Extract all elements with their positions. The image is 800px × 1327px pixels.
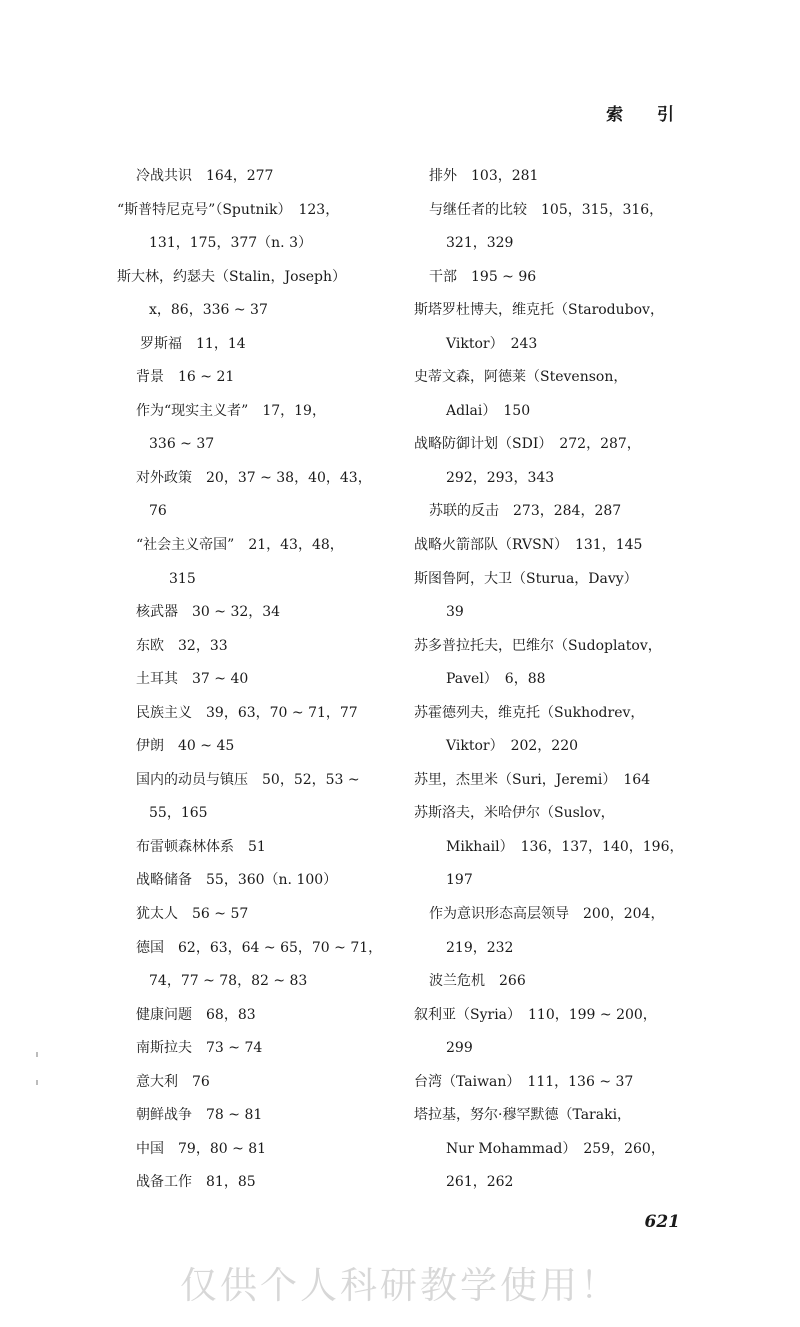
index-entry-line: 苏里，杰里米（Suri，Jeremi） 164	[414, 771, 651, 788]
index-entry-line: 南斯拉夫 73 ~ 74	[136, 1040, 263, 1057]
index-entry-line: Adlai） 150	[446, 402, 531, 419]
index-entry-line: Viktor） 202，220	[446, 738, 579, 755]
index-entry-line: “斯普特尼克号”（Sputnik） 123，	[117, 201, 340, 218]
index-entry-line: 39	[446, 604, 464, 621]
index-entry-line: 336 ~ 37	[149, 436, 215, 453]
index-entry-line: 罗斯福 11，14	[140, 335, 246, 352]
index-entry-line: 民族主义 39，63，70 ~ 71，77	[136, 704, 358, 721]
page-header: 索 引	[606, 105, 688, 125]
index-entry-line: 战略防御计划（SDI） 272，287，	[414, 436, 641, 453]
index-entry-line: 冷战共识 164，277	[136, 168, 274, 184]
scan-mark	[36, 1080, 38, 1085]
index-entry-line: Mikhail） 136，137，140，196，	[446, 838, 684, 855]
index-entry-line: 219，232	[446, 939, 514, 956]
index-entry-line: 干部 195 ~ 96	[429, 268, 537, 285]
index-entry-line: 苏霍德列夫，维克托（Sukhodrev，	[414, 704, 645, 721]
scan-mark	[36, 1052, 38, 1057]
index-entry-line: 土耳其 37 ~ 40	[136, 671, 249, 688]
index-entry-line: 台湾（Taiwan） 111，136 ~ 37	[414, 1073, 634, 1090]
index-entry-line: 叙利亚（Syria） 110，199 ~ 200，	[414, 1006, 657, 1023]
index-entry-line: 321，329	[446, 235, 514, 252]
index-entry-line: 261，262	[446, 1174, 514, 1191]
index-entry-line: 布雷顿森林体系 51	[136, 838, 266, 855]
index-entry-line: 292，293，343	[446, 469, 555, 486]
index-entry-line: 76	[149, 503, 167, 520]
page-number: 621	[644, 1212, 680, 1232]
index-entry-line: 斯图鲁阿，大卫（Sturua，Davy）	[414, 570, 638, 587]
index-entry-line: 波兰危机 266	[429, 973, 526, 990]
index-entry-line: 斯塔罗杜博夫，维克托（Starodubov，	[414, 302, 664, 319]
index-entry-line: 作为“现实主义者” 17，19，	[136, 402, 326, 419]
index-entry-line: 意大利 76	[136, 1073, 210, 1090]
index-entry-line: 苏斯洛夫，米哈伊尔（Suslov，	[414, 805, 615, 822]
index-entry-line: 国内的动员与镇压 50，52，53 ~	[136, 771, 360, 788]
index-entry-line: 74，77 ~ 78，82 ~ 83	[149, 973, 308, 990]
index-entry-line: 299	[446, 1040, 473, 1057]
index-entry-line: 犹太人 56 ~ 57	[136, 906, 249, 923]
index-entry-line: 131，175，377（n. 3）	[149, 235, 312, 252]
index-entry-line: 史蒂文森，阿德莱（Stevenson，	[414, 369, 628, 386]
index-entry-line: 塔拉基，努尔·穆罕默德（Taraki，	[414, 1107, 632, 1124]
index-entry-line: Pavel） 6，88	[446, 671, 546, 688]
index-entry-line: Nur Mohammad） 259，260，	[446, 1140, 665, 1157]
index-entry-line: 315	[169, 570, 196, 587]
index-entry-line: 197	[446, 872, 473, 889]
index-column-right	[414, 160, 686, 1200]
index-column-left	[117, 160, 392, 1200]
index-entry-line: 与继任者的比较 105，315，316，	[429, 201, 664, 218]
index-entry-line: Viktor） 243	[446, 335, 538, 352]
index-entry-line: 战略火箭部队（RVSN） 131，145	[414, 537, 643, 554]
index-entry-line: 苏多普拉托夫，巴维尔（Sudoplatov，	[414, 637, 662, 654]
index-entry-line: 斯大林，约瑟夫（Stalin，Joseph）	[117, 268, 347, 285]
index-entry-line: 55，165	[149, 805, 208, 822]
index-entry-line: 伊朗 40 ~ 45	[136, 738, 235, 755]
index-entry-line: 苏联的反击 273，284，287	[429, 503, 622, 520]
index-entry-line: 核武器 30 ~ 32，34	[136, 604, 281, 621]
index-entry-line: 德国 62，63，64 ~ 65，70 ~ 71，	[136, 939, 383, 956]
index-entry-line: “社会主义帝国” 21，43，48，	[136, 537, 344, 554]
index-entry-line: 背景 16 ~ 21	[136, 369, 235, 386]
index-entry-line: 对外政策 20，37 ~ 38，40，43，	[136, 469, 372, 486]
index-entry-line: 作为意识形态高层领导 200，204，	[429, 906, 665, 923]
index-entry-line: 东欧 32，33	[136, 637, 228, 654]
index-entry-line: 战略储备 55，360（n. 100）	[136, 872, 338, 889]
index-entry-line: 朝鲜战争 78 ~ 81	[136, 1107, 263, 1124]
index-entry-line: 战备工作 81，85	[136, 1174, 256, 1191]
index-entry-line: 排外 103，281	[429, 168, 539, 184]
watermark-text: 仅供个人科研教学使用！	[180, 1264, 620, 1307]
index-entry-line: x，86，336 ~ 37	[149, 302, 268, 319]
index-entry-line: 健康问题 68，83	[136, 1006, 256, 1023]
index-entry-line: 中国 79，80 ~ 81	[136, 1140, 267, 1157]
